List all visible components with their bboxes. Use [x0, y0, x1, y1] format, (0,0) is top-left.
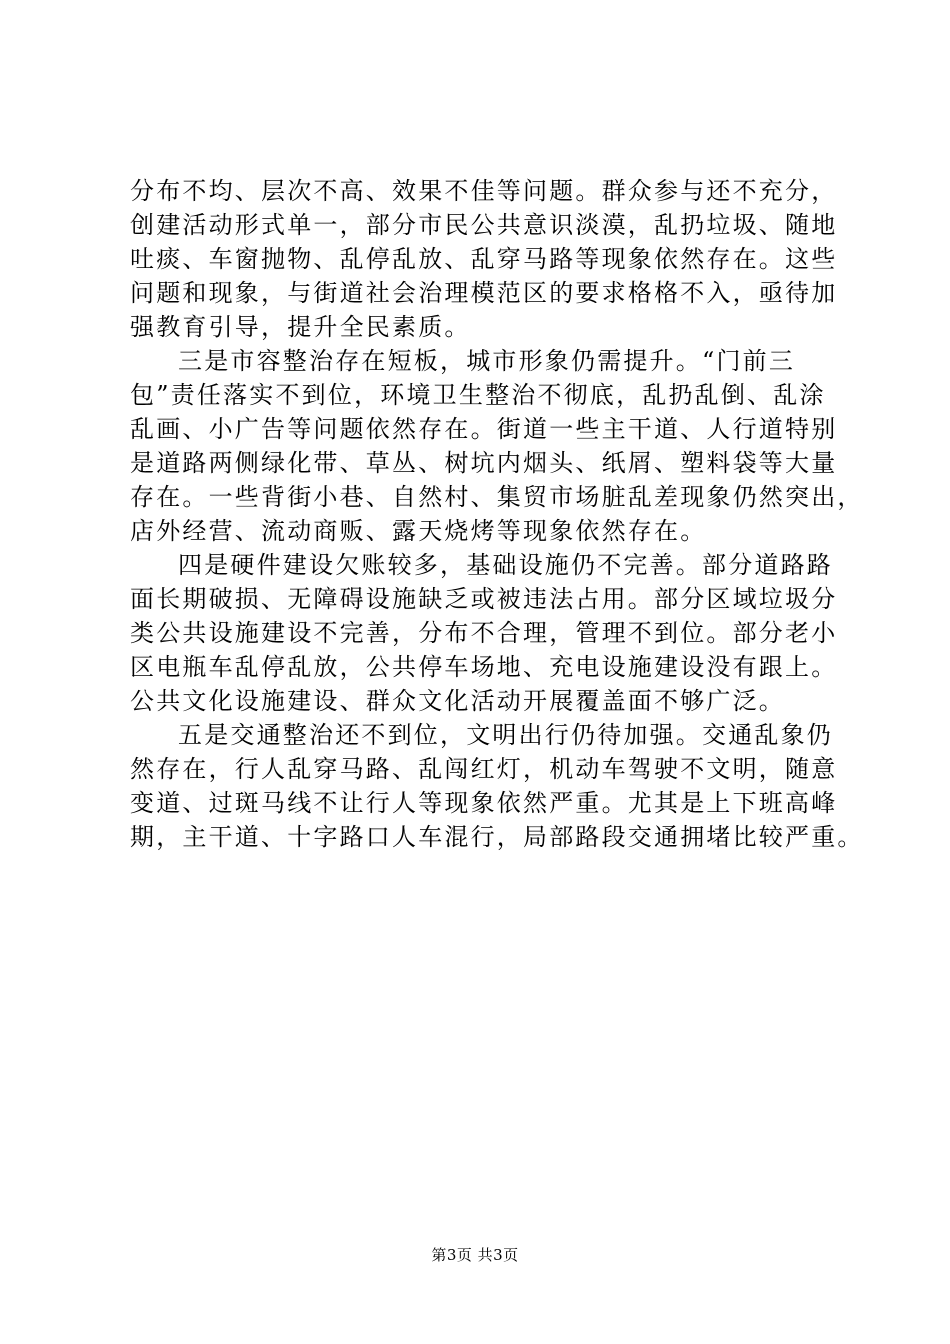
- paragraph-4-line: 期，主干道、十字路口人车混行，局部路段交通拥堵比较严重。: [130, 823, 864, 851]
- document-body: [130, 174, 864, 854]
- paragraph-4-line: 然存在，行人乱穿马路、乱闯红灯，机动车驾驶不文明，随意: [130, 755, 838, 783]
- paragraph-4-first-line: 五是交通整治还不到位，文明出行仍待加强。交通乱象仍: [178, 721, 833, 749]
- paragraph-1-line: 分布不均、层次不高、效果不佳等问题。群众参与还不充分，: [130, 177, 838, 205]
- paragraph-2-line: 包”责任落实不到位，环境卫生整治不彻底，乱扔乱倒、乱涂: [130, 381, 826, 409]
- paragraph-3-line: 公共文化设施建设、群众文化活动开展覆盖面不够广泛。: [130, 687, 785, 715]
- paragraph-2-line: 乱画、小广告等问题依然存在。街道一些主干道、人行道特别: [130, 415, 838, 443]
- paragraph-3-line: 类公共设施建设不完善，分布不合理，管理不到位。部分老小: [130, 619, 838, 647]
- paragraph-1-line: 创建活动形式单一，部分市民公共意识淡漠，乱扔垃圾、随地: [130, 211, 838, 239]
- paragraph-4-line: 变道、过斑马线不让行人等现象依然严重。尤其是上下班高峰: [130, 789, 838, 817]
- paragraph-2-line: 店外经营、流动商贩、露天烧烤等现象依然存在。: [130, 517, 707, 545]
- paragraph-3-line: 区电瓶车乱停乱放，公共停车场地、充电设施建设没有跟上。: [130, 653, 838, 681]
- paragraph-2-line: 是道路两侧绿化带、草丛、树坑内烟头、纸屑、塑料袋等大量: [130, 449, 838, 477]
- paragraph-2-line: 存在。一些背街小巷、自然村、集贸市场脏乱差现象仍然突出，: [130, 483, 864, 511]
- page-number-footer: 第3页 共3页: [431, 1246, 519, 1264]
- paragraph-1-line: 吐痰、车窗抛物、乱停乱放、乱穿马路等现象依然存在。这些: [130, 245, 838, 273]
- paragraph-3-first-line: 四是硬件建设欠账较多，基础设施仍不完善。部分道路路: [178, 551, 833, 579]
- paragraph-1-line: 强教育引导，提升全民素质。: [130, 313, 471, 341]
- paragraph-3-line: 面长期破损、无障碍设施缺乏或被违法占用。部分区域垃圾分: [130, 585, 838, 613]
- paragraph-2-first-line: 三是市容整治存在短板，城市形象仍需提升。“门前三: [178, 347, 796, 375]
- paragraph-1-line: 问题和现象，与街道社会治理模范区的要求格格不入，亟待加: [130, 279, 838, 307]
